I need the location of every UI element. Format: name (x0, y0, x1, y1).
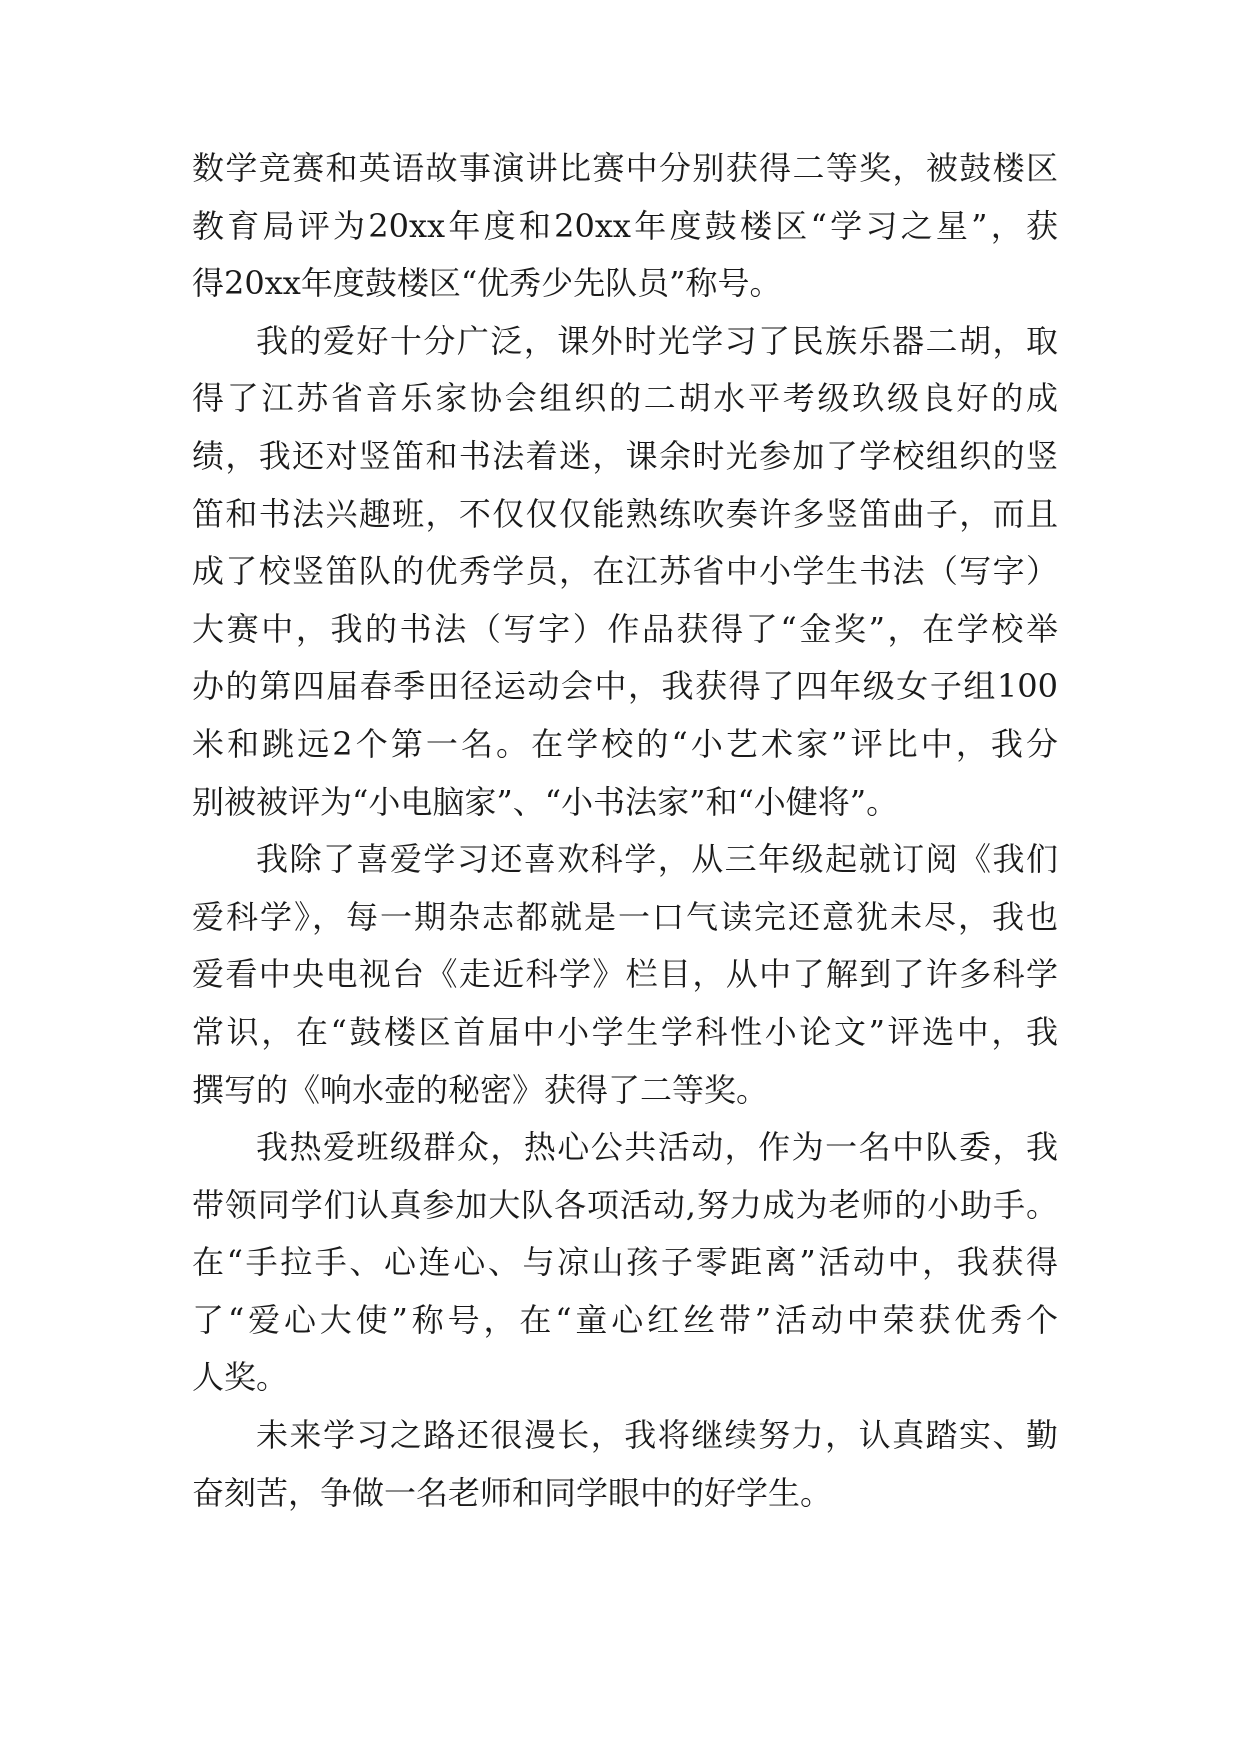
text-line: 教育局评为20xx年度和20xx年度鼓楼区“学习之星”，获 (192, 206, 1058, 245)
text-line: 爱看中央电视台《走近科学》栏目，从中了解到了许多科学 (192, 955, 1058, 994)
text-line: 常识，在“鼓楼区首届中小学生学科性小论文”评选中，我 (192, 1012, 1058, 1051)
text-line: 办的第四届春季田径运动会中，我获得了四年级女子组100 (192, 667, 1058, 706)
text-line: 撰写的《响水壶的秘密》获得了二等奖。 (192, 1070, 769, 1109)
text-line: 在“手拉手、心连心、与凉山孩子零距离”活动中，我获得 (192, 1243, 1058, 1282)
text-line: 笛和书法兴趣班，不仅仅仅能熟练吹奏许多竖笛曲子，而且 (192, 494, 1058, 533)
paragraph-science (192, 831, 1058, 1119)
paragraph-hobbies (192, 313, 1058, 831)
text-line: 未来学习之路还很漫长，我将继续努力，认真踏实、勤 (256, 1416, 1058, 1455)
text-line: 别被被评为“小电脑家”、“小书法家”和“小健将”。 (192, 782, 899, 821)
paragraph-awards (192, 140, 1058, 313)
text-line: 成了校竖笛队的优秀学员，在江苏省中小学生书法（写字） (192, 552, 1058, 591)
text-line: 人奖。 (192, 1358, 289, 1397)
text-line: 米和跳远2个第一名。在学校的“小艺术家”评比中，我分 (192, 724, 1058, 763)
text-line: 大赛中，我的书法（写字）作品获得了“金奖”，在学校举 (192, 609, 1058, 648)
text-line: 我的爱好十分广泛，课外时光学习了民族乐器二胡，取 (256, 321, 1058, 360)
text-line: 得了江苏省音乐家协会组织的二胡水平考级玖级良好的成 (192, 379, 1058, 418)
text-line: 带领同学们认真参加大队各项活动,努力成为老师的小助手。 (192, 1185, 1058, 1224)
text-line: 爱科学》，每一期杂志都就是一口气读完还意犹未尽，我也 (192, 897, 1058, 936)
document-page (192, 140, 1058, 1522)
text-line: 得20xx年度鼓楼区“优秀少先队员”称号。 (192, 264, 782, 303)
text-line: 数学竞赛和英语故事演讲比赛中分别获得二等奖，被鼓楼区 (192, 149, 1058, 187)
paragraph-future (192, 1407, 1058, 1522)
text-line: 我除了喜爱学习还喜欢科学，从三年级起就订阅《我们 (256, 840, 1058, 879)
paragraph-activities (192, 1119, 1058, 1407)
text-line: 我热爱班级群众，热心公共活动，作为一名中队委，我 (256, 1128, 1058, 1167)
text-line: 绩，我还对竖笛和书法着迷，课余时光参加了学校组织的竖 (192, 436, 1058, 475)
text-line: 奋刻苦，争做一名老师和同学眼中的好学生。 (192, 1473, 833, 1512)
text-line: 了“爱心大使”称号，在“童心红丝带”活动中荣获优秀个 (192, 1300, 1058, 1339)
